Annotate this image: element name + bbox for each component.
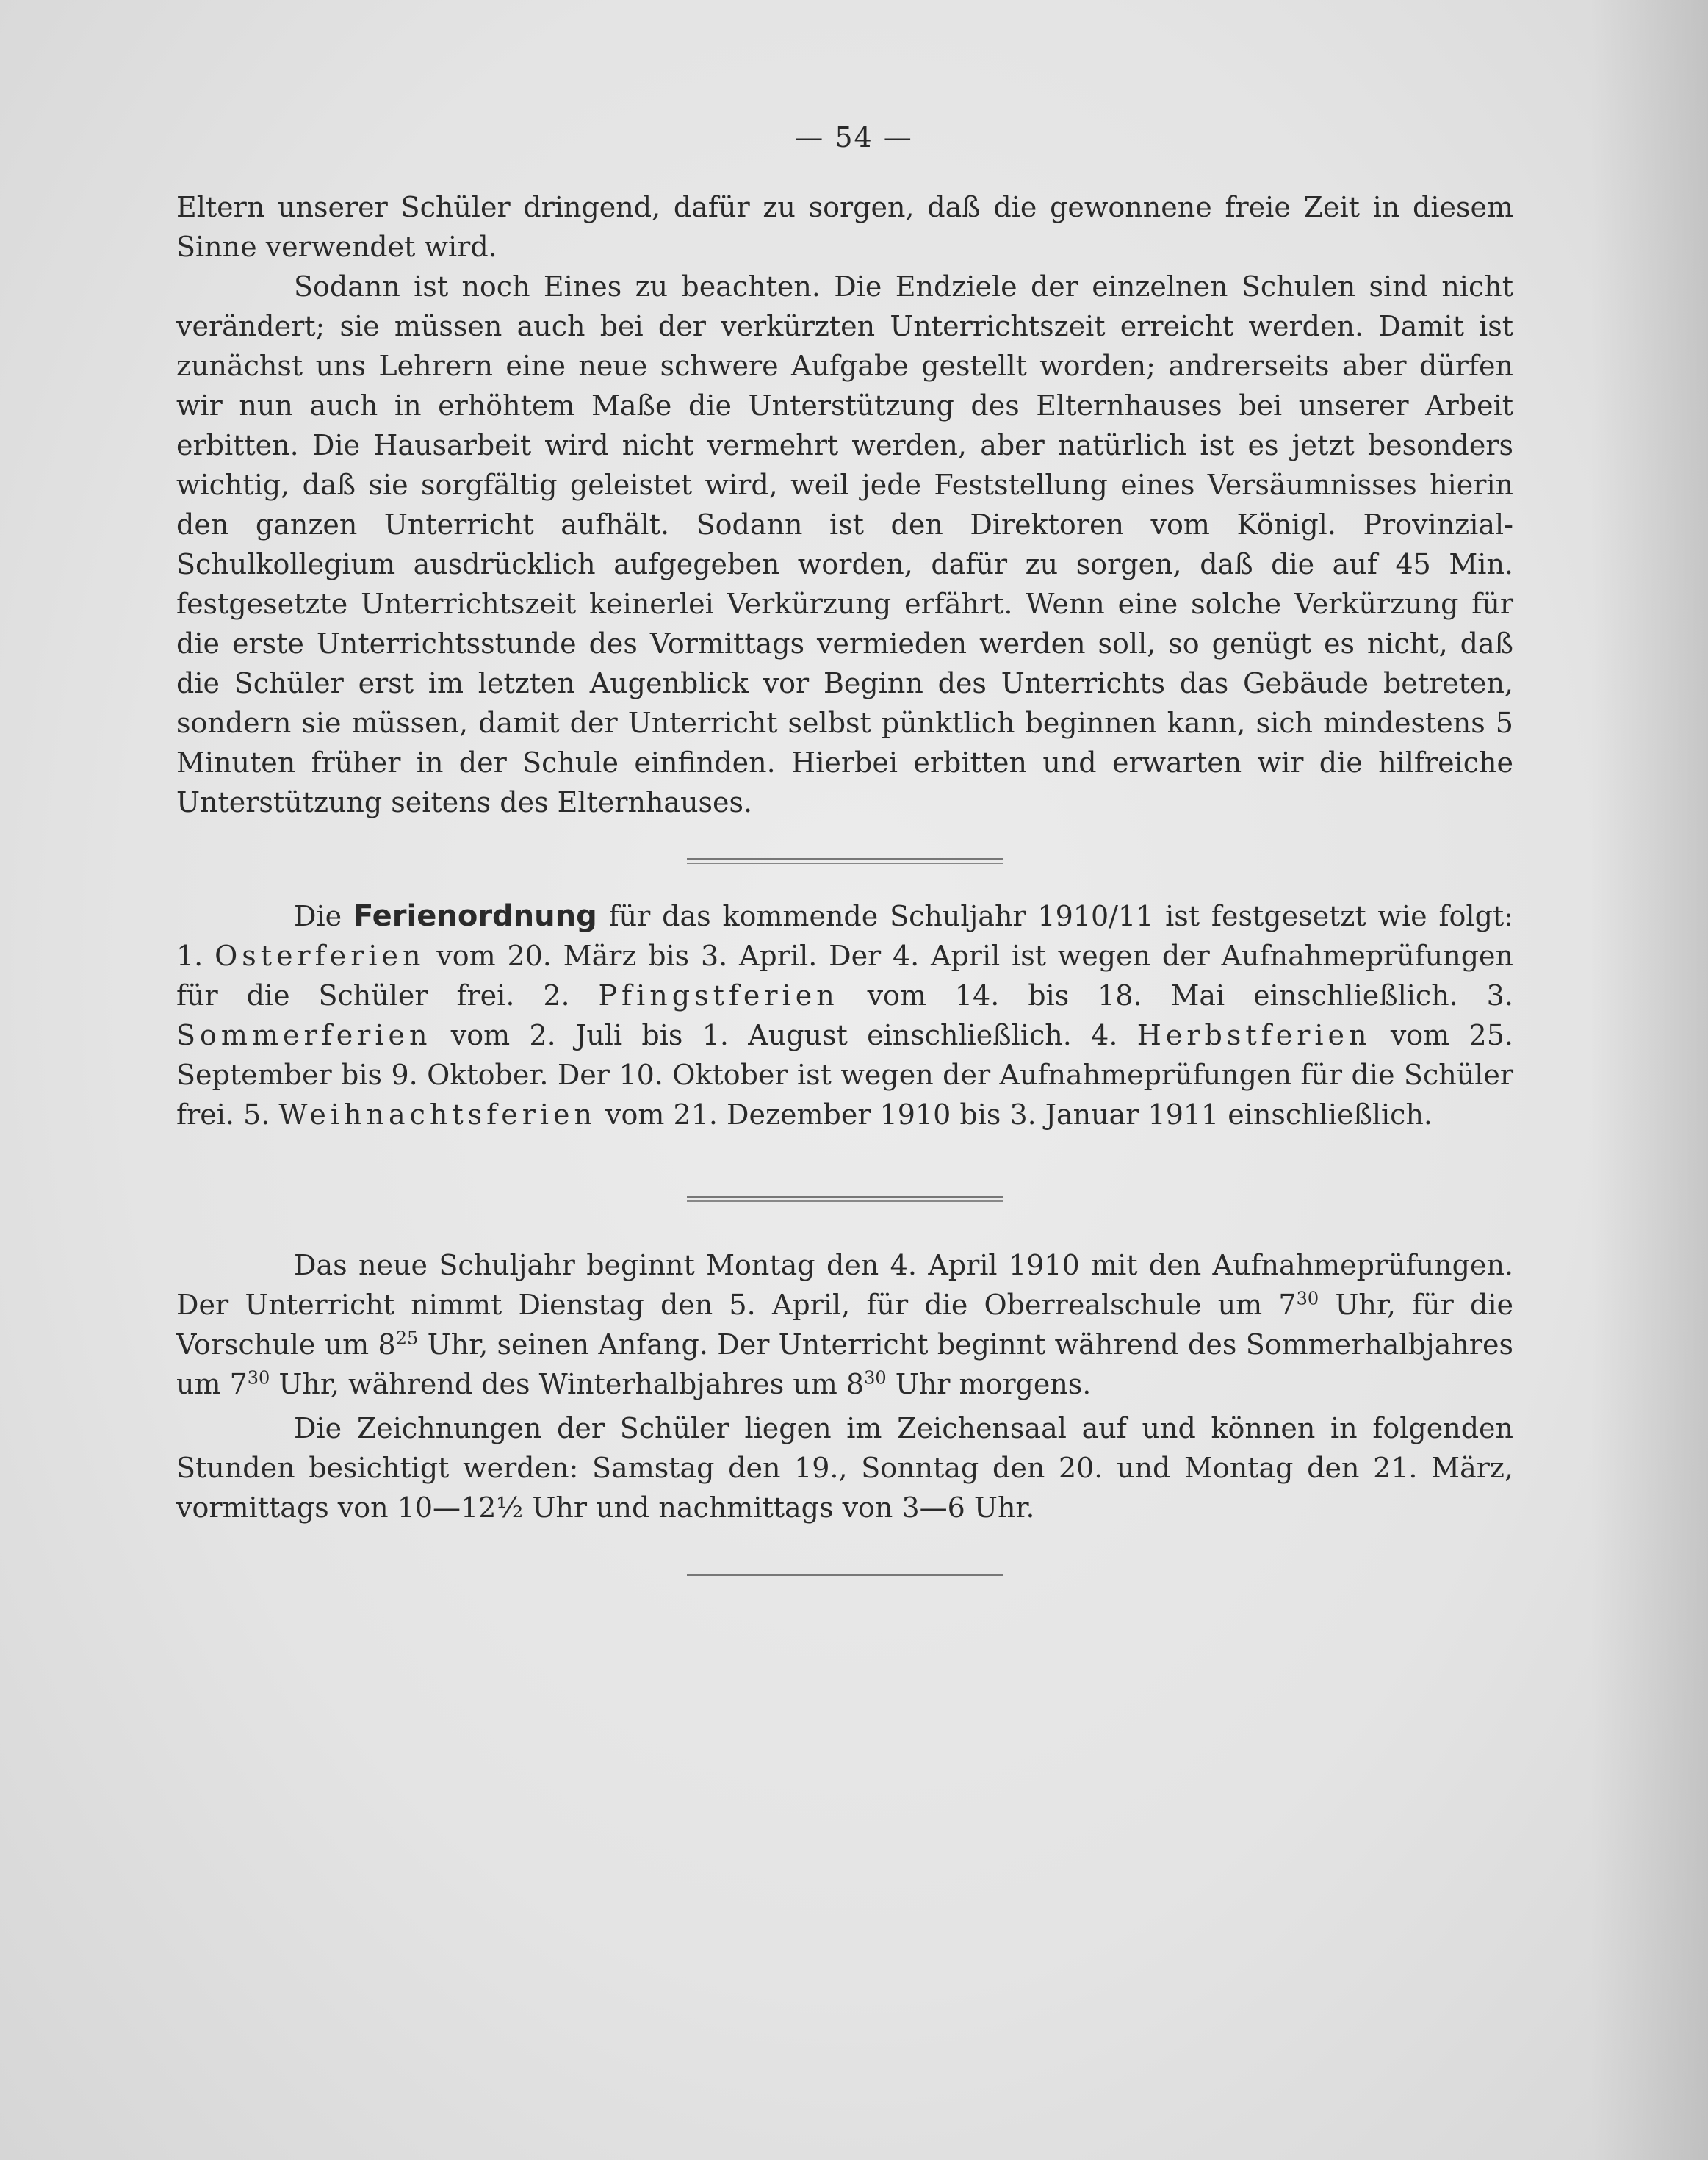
holiday-term-easter: Osterferien	[215, 940, 425, 972]
page-number: — 54 —	[795, 121, 913, 154]
holiday-term-pentecost: Pfingstferien	[598, 979, 839, 1012]
section-school-year	[176, 1245, 1513, 1527]
section-holidays	[176, 896, 1513, 1134]
holiday-num-3: 3.	[1486, 979, 1513, 1012]
section-divider-1	[687, 858, 1003, 864]
school-year-text-2: Uhr, für die Vorschule um 8	[176, 1289, 1513, 1361]
time-superscript-1: 30	[1296, 1288, 1319, 1309]
holiday-term-autumn: Herbstferien	[1136, 1019, 1372, 1051]
holiday-num-5: 5.	[243, 1098, 270, 1131]
holiday-intro-rest: für das kommende Schuljahr 1910/11 ist festgesetzt wie folgt:	[608, 900, 1513, 932]
school-year-text-4: Uhr, während des Winterhalbjahres um 8	[270, 1368, 865, 1400]
end-rule	[687, 1574, 1003, 1576]
holiday-text-summer: vom 2. Juli bis 1. August einschließlich.	[450, 1019, 1072, 1051]
school-year-text-1: Das neue Schuljahr beginnt Montag den 4. April 1910 mit den Aufnahmeprüfungen. Der Unterricht nimmt Dienstag den 5. April, für die Oberrealschule um 7	[176, 1249, 1513, 1321]
holiday-heading: Ferienordnung	[353, 899, 597, 933]
paragraph-homework: Sodann ist noch Eines zu beachten. Die Endziele der einzelnen Schulen sind nicht verändert; sie müssen auch bei der verkürzten Unterrichtszeit erreicht werden. Damit ist zunächst uns Lehrern eine neue schwere Aufgabe gestellt worden; andrerseits aber dürfen wir nun auch in erhöhtem Maße die Unterstützung des Elternhauses bei unserer Arbeit erbitten. Die Hausarbeit wird nicht vermehrt werden, aber natürlich ist es jetzt besonders wichtig, daß sie sorgfältig geleistet wird, weil jede Feststellung eines Versäumnisses hierin den ganzen Unterricht aufhält. Sodann ist den Direktoren vom Königl. Provinzial-Schulkollegium ausdrücklich aufgegeben worden, dafür zu sorgen, daß die auf 45 Min. festgesetzte Unterrichtszeit keinerlei Verkürzung erfährt. Wenn eine solche Verkürzung für die erste Unterrichtsstunde des Vormittags vermieden werden soll, so genügt es nicht, daß die Schüler erst im letzten Augenblick vor Beginn des Unterrichts das Gebäude betreten, sondern sie müssen, damit der Unterricht selbst pünktlich beginnen kann, sich mindestens 5 Minuten früher in der Schule einfinden. Hierbei erbitten und erwarten wir die hilfreiche Unterstützung seitens des Elternhauses.	[176, 270, 1513, 818]
time-superscript-2: 25	[395, 1328, 419, 1349]
holiday-term-christmas: Weihnachtsferien	[278, 1098, 597, 1131]
section-intro	[176, 187, 1513, 822]
holiday-intro-die: Die	[294, 900, 342, 932]
school-year-paragraph	[176, 1245, 1513, 1404]
section-divider-2	[687, 1196, 1003, 1202]
holiday-text-pentecost: vom 14. bis 18. Mai einschließlich.	[867, 979, 1458, 1012]
time-superscript-4: 30	[864, 1367, 887, 1389]
holiday-num-1: 1.	[176, 940, 203, 972]
time-superscript-3: 30	[247, 1367, 270, 1389]
drawings-paragraph: Die Zeichnungen der Schüler liegen im Zeichensaal auf und können in folgenden Stunden besichtigt werden: Samstag den 19., Sonntag den 20. und Montag den 21. März, vormittags von 10—12½ Uhr und nachmittags von 3—6 Uhr.	[176, 1412, 1513, 1524]
holiday-text-christmas: vom 21. Dezember 1910 bis 3. Januar 1911 einschließlich.	[605, 1098, 1433, 1131]
page-edge-shadow	[1590, 0, 1708, 2160]
holiday-term-summer: Sommerferien	[176, 1019, 432, 1051]
holiday-num-4: 4.	[1091, 1019, 1118, 1051]
continuation-paragraph: Eltern unserer Schüler dringend, dafür zu sorgen, daß die gewonnene freie Zeit in diesem Sinne verwendet wird.	[176, 191, 1513, 263]
holiday-text-easter: vom 20. März bis 3. April. Der 4. April ist wegen der Aufnahmeprüfungen für die Schüler frei.	[176, 940, 1513, 1012]
school-year-text-3: Uhr, seinen Anfang. Der Unterricht beginnt während des Sommerhalbjahres um 7	[176, 1328, 1513, 1400]
holiday-num-2: 2.	[543, 979, 570, 1012]
holiday-paragraph	[176, 896, 1513, 1134]
school-year-text-5: Uhr morgens.	[886, 1368, 1092, 1400]
holiday-text-autumn: vom 25. September bis 9. Oktober. Der 10. Oktober ist wegen der Aufnahmeprüfungen für die Schüler frei.	[176, 1019, 1513, 1131]
